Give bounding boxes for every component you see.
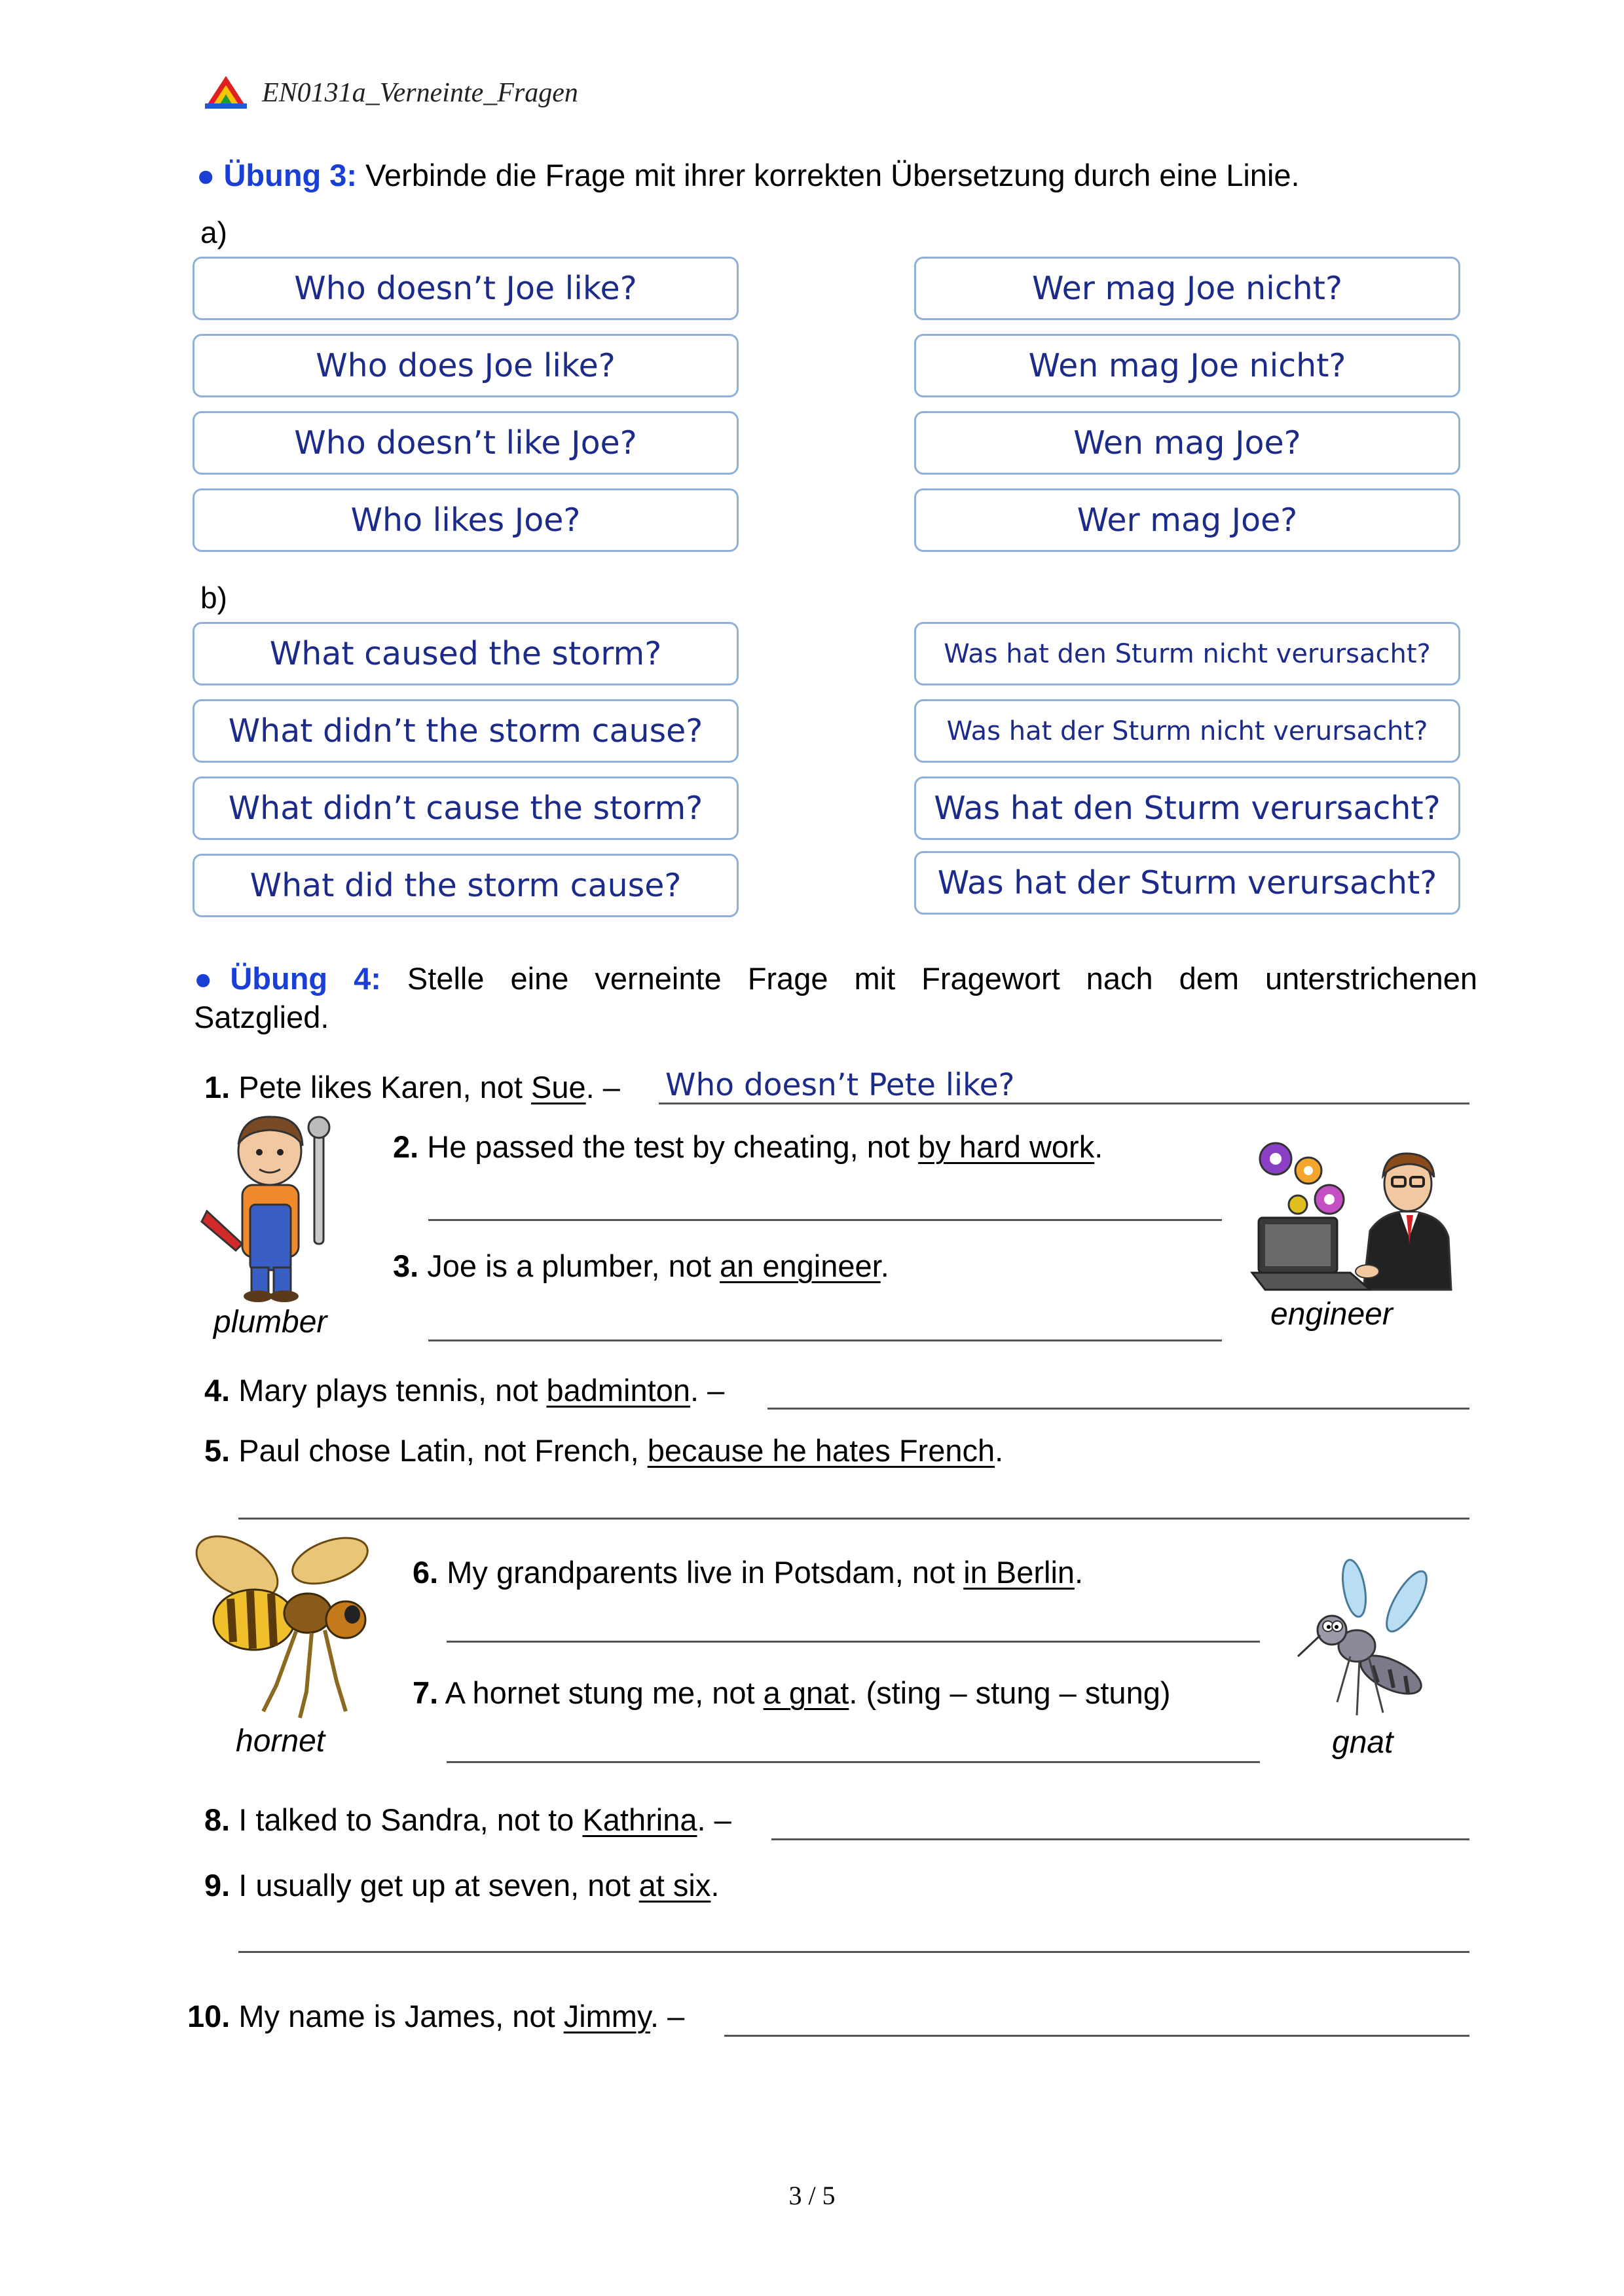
task-4: 4. Mary plays tennis, not badminton. – (204, 1373, 725, 1408)
part-b-label: b) (200, 581, 227, 615)
answer-line-2[interactable] (428, 1219, 1222, 1221)
task-7: 7. A hornet stung me, not a gnat. (sting – stung – stung) (413, 1675, 1171, 1710)
task-2: 2. He passed the test by cheating, not by hard work. (393, 1129, 1103, 1164)
caption-plumber: plumber (213, 1305, 327, 1339)
match-translation-b4[interactable]: Was hat der Sturm verursacht? (914, 851, 1460, 915)
match-translation-a1[interactable]: Wer mag Joe nicht? (914, 257, 1460, 320)
plumber-illustration (196, 1113, 354, 1303)
match-translation-a3[interactable]: Wen mag Joe? (914, 411, 1460, 475)
answer-line-5[interactable] (238, 1518, 1469, 1520)
match-question-a2[interactable]: Who does Joe like? (193, 334, 739, 397)
gnat-illustration (1291, 1558, 1438, 1722)
match-question-a1[interactable]: Who doesn’t Joe like? (193, 257, 739, 320)
engineer-illustration (1252, 1133, 1456, 1296)
page-number: 3 / 5 (788, 2181, 836, 2210)
answer-line-3[interactable] (428, 1339, 1222, 1341)
match-question-b1[interactable]: What caused the storm? (193, 622, 739, 685)
caption-gnat: gnat (1332, 1725, 1393, 1760)
logo-icon (203, 73, 249, 110)
task-3: 3. Joe is a plumber, not an engineer. (393, 1248, 889, 1283)
match-question-a4[interactable]: Who likes Joe? (193, 488, 739, 552)
answer-1[interactable]: Who doesn’t Pete like? (665, 1067, 1015, 1103)
answer-line-10[interactable] (724, 2035, 1469, 2037)
exercise4-title-cont: Satzglied. (194, 1000, 329, 1034)
task-10: 10. My name is James, not Jimmy. – (187, 1999, 685, 2033)
match-question-a3[interactable]: Who doesn’t like Joe? (193, 411, 739, 475)
task-9: 9. I usually get up at seven, not at six. (204, 1868, 720, 1903)
task-5: 5. Paul chose Latin, not French, because he hates French. (204, 1433, 1004, 1468)
exercise4-title: ●Übung 4: Stelle eine verneinte Frage mit Fragewort nach dem unterstrichenen (194, 961, 1478, 996)
answer-line-4[interactable] (767, 1408, 1469, 1410)
match-translation-b1[interactable]: Was hat den Sturm nicht verursacht? (914, 622, 1460, 685)
match-question-b2[interactable]: What didn’t the storm cause? (193, 699, 739, 763)
exercise3-title: ● Übung 3: Verbinde die Frage mit ihrer korrekten Übersetzung durch eine Linie. (196, 158, 1300, 192)
answer-line-1[interactable] (659, 1102, 1469, 1104)
task-6: 6. My grandparents live in Potsdam, not in Berlin. (413, 1555, 1084, 1590)
part-a-label: a) (200, 215, 227, 249)
answer-line-6[interactable] (447, 1641, 1260, 1643)
match-question-b4[interactable]: What did the storm cause? (193, 854, 739, 917)
match-translation-b3[interactable]: Was hat den Sturm verursacht? (914, 776, 1460, 840)
match-translation-b2[interactable]: Was hat der Sturm nicht verursacht? (914, 699, 1460, 763)
task-8: 8. I talked to Sandra, not to Kathrina. – (204, 1802, 731, 1837)
match-translation-a4[interactable]: Wer mag Joe? (914, 488, 1460, 552)
task-1: 1. Pete likes Karen, not Sue. – (204, 1070, 620, 1104)
match-question-b3[interactable]: What didn’t cause the storm? (193, 776, 739, 840)
hornet-illustration (191, 1522, 378, 1726)
caption-engineer: engineer (1270, 1297, 1393, 1332)
match-translation-a2[interactable]: Wen mag Joe nicht? (914, 334, 1460, 397)
answer-line-8[interactable] (771, 1838, 1469, 1840)
caption-hornet: hornet (236, 1724, 325, 1758)
document-id: EN0131a_Verneinte_Fragen (262, 78, 578, 108)
answer-line-7[interactable] (447, 1761, 1260, 1763)
answer-line-9[interactable] (238, 1951, 1469, 1953)
